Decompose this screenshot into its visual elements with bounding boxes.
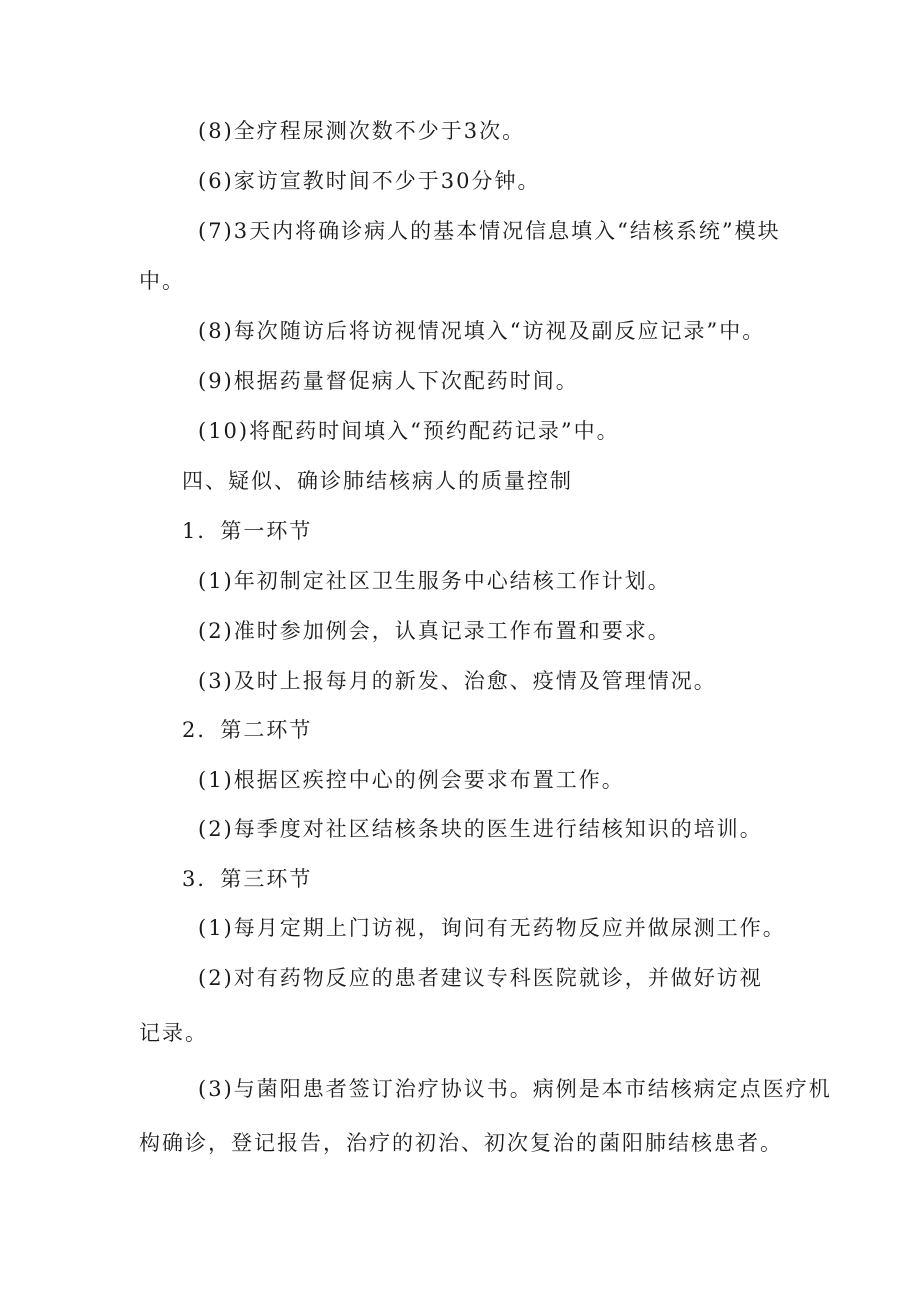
stage3-item-3: (3)与菌阳患者签订治疗协议书。病例是本市结核病定点医疗机: [198, 1077, 832, 1101]
subheading-stage-3: 3．第三环节: [182, 867, 313, 891]
stage1-item-3: (3)及时上报每月的新发、治愈、疫情及管理情况。: [198, 669, 717, 693]
stage3-item-2-cont: 记录。: [139, 1021, 208, 1045]
item-appointment-record: (10)将配药时间填入“预约配药记录”中。: [198, 419, 620, 443]
item-urine-test-count: (8)全疗程尿测次数不少于3次。: [198, 119, 526, 143]
subheading-stage-1: 1．第一环节: [182, 519, 313, 543]
item-enter-tb-system: (7)3天内将确诊病人的基本情况信息填入“结核系统”模块: [198, 219, 781, 243]
item-enter-tb-system-cont: 中。: [139, 269, 185, 293]
stage1-item-1: (1)年初制定社区卫生服务中心结核工作计划。: [198, 569, 671, 593]
stage3-item-2: (2)对有药物反应的患者建议专科医院就诊，并做好访视: [198, 966, 763, 990]
item-home-visit-time: (6)家访宣教时间不少于30分钟。: [198, 169, 541, 193]
subheading-stage-2: 2．第二环节: [182, 718, 313, 742]
item-dosage-reminder: (9)根据药量督促病人下次配药时间。: [198, 369, 579, 393]
stage2-item-1: (1)根据区疾控中心的例会要求布置工作。: [198, 768, 625, 792]
item-visit-record: (8)每次随访后将访视情况填入“访视及副反应记录”中。: [198, 319, 766, 343]
stage1-item-2: (2)准时参加例会，认真记录工作布置和要求。: [198, 619, 671, 643]
stage2-item-2: (2)每季度对社区结核条块的医生进行结核知识的培训。: [198, 817, 763, 841]
stage3-item-1: (1)每月定期上门访视，询问有无药物反应并做尿测工作。: [198, 916, 786, 940]
stage3-item-3-cont: 构确诊，登记报告，治疗的初治、初次复治的菌阳肺结核患者。: [139, 1131, 783, 1155]
section-heading-quality-control: 四、疑似、确诊肺结核病人的质量控制: [182, 469, 573, 493]
